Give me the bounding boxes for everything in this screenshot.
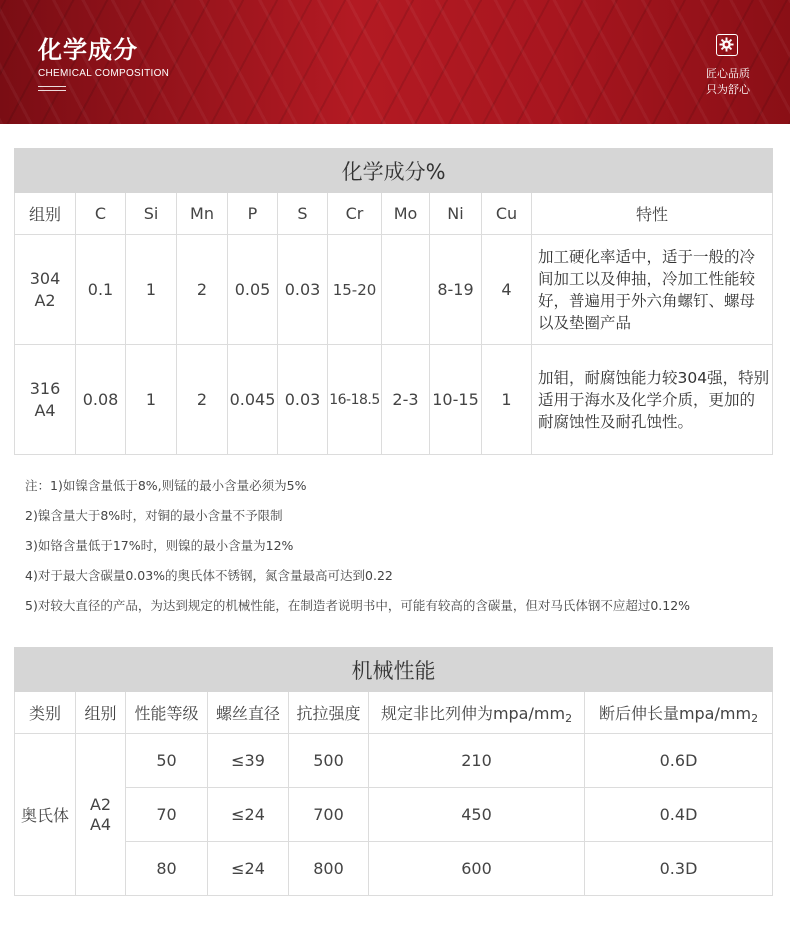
header-cell: 类别	[15, 692, 76, 734]
group-code: 316	[29, 378, 61, 398]
value-cell: 1	[126, 345, 177, 455]
grade-cell: 80	[126, 842, 208, 896]
header-cell: S	[278, 193, 328, 235]
group-cell	[15, 345, 76, 455]
value-cell: 16-18.5	[328, 345, 382, 455]
diameter-cell: ≤24	[208, 842, 289, 896]
header-cell	[369, 692, 585, 734]
diameter-cell: ≤24	[208, 788, 289, 842]
badge-line-1: 匠心品质	[706, 67, 750, 80]
header-cell: P	[228, 193, 278, 235]
tensile-cell: 700	[289, 788, 369, 842]
table-row	[15, 235, 773, 345]
badge-line-2: 只为舒心	[706, 83, 750, 96]
unit-subscript: 2	[565, 711, 573, 725]
value-cell: 0.05	[228, 235, 278, 345]
mechanical-table-caption: 机械性能	[15, 648, 773, 692]
value-cell: 0.1	[76, 235, 126, 345]
property-cell: 加工硬化率适中，适于一般的冷间加工以及伸抽，冷加工性能较好，普遍用于外六角螺钉、螺母以及垫圈产品	[532, 235, 773, 345]
elongation-cell: 0.6D	[585, 734, 773, 788]
value-cell: 0.08	[76, 345, 126, 455]
header-cell: 组别	[76, 692, 126, 734]
table-row	[15, 345, 773, 455]
table-row	[15, 734, 773, 788]
notes-list	[25, 477, 690, 627]
group-code: A4	[89, 814, 112, 834]
group-code: A4	[34, 400, 56, 420]
note-item: 2)镍含量大于8%时，对铜的最小含量不予限制	[25, 508, 283, 523]
header-cell: 特性	[532, 193, 773, 235]
value-cell: 0.03	[278, 345, 328, 455]
note-item: 注：1)如镍含量低于8%,则锰的最小含量必须为5%	[25, 478, 307, 493]
note-item: 3)如铬含量低于17%时，则镍的最小含量为12%	[25, 538, 294, 553]
header-cell: Cu	[482, 193, 532, 235]
value-cell: 8-19	[430, 235, 482, 345]
header-banner	[0, 0, 790, 124]
yield-cell: 450	[369, 788, 585, 842]
grade-cell: 70	[126, 788, 208, 842]
grade-cell: 50	[126, 734, 208, 788]
group-cell	[15, 235, 76, 345]
diameter-cell: ≤39	[208, 734, 289, 788]
table-row	[15, 788, 773, 842]
group-code: A2	[34, 290, 56, 310]
group-code: 304	[29, 268, 61, 288]
value-cell: 4	[482, 235, 532, 345]
yield-header-label: 规定非比列伸为mpa/mm	[380, 703, 566, 723]
value-cell: 0.03	[278, 235, 328, 345]
value-cell: 0.045	[228, 345, 278, 455]
header-cell	[585, 692, 773, 734]
mechanical-properties-table	[14, 647, 773, 896]
group-cell	[76, 734, 126, 896]
banner-decor-lines	[38, 86, 66, 94]
header-cell: Mo	[382, 193, 430, 235]
value-cell: 15-20	[328, 235, 382, 345]
note-item: 4)对于最大含碳量0.03%的奥氏体不锈钢，氮含量最高可达到0.22	[25, 568, 393, 583]
tensile-cell: 500	[289, 734, 369, 788]
mechanical-table-header-row	[15, 692, 773, 734]
yield-cell: 210	[369, 734, 585, 788]
elongation-cell: 0.3D	[585, 842, 773, 896]
elongation-cell: 0.4D	[585, 788, 773, 842]
header-cell: Mn	[177, 193, 228, 235]
header-cell: Ni	[430, 193, 482, 235]
header-cell: 抗拉强度	[289, 692, 369, 734]
property-cell: 加钼，耐腐蚀能力较304强，特别适用于海水及化学介质，更加的耐腐蚀性及耐孔蚀性。	[532, 345, 773, 455]
chemical-table-caption: 化学成分%	[15, 149, 773, 193]
header-cell: C	[76, 193, 126, 235]
value-cell: 1	[482, 345, 532, 455]
value-cell	[382, 235, 430, 345]
yield-cell: 600	[369, 842, 585, 896]
header-cell: Si	[126, 193, 177, 235]
header-cell: Cr	[328, 193, 382, 235]
value-cell: 2	[177, 345, 228, 455]
banner-subtitle: CHEMICAL COMPOSITION	[38, 68, 170, 79]
chemical-composition-table	[14, 148, 773, 455]
header-cell: 螺丝直径	[208, 692, 289, 734]
group-code: A2	[89, 794, 112, 814]
header-cell: 性能等级	[126, 692, 208, 734]
banner-title: 化学成分	[38, 36, 138, 64]
badge-text	[700, 66, 756, 98]
value-cell: 2-3	[382, 345, 430, 455]
value-cell: 2	[177, 235, 228, 345]
gear-icon	[716, 34, 738, 56]
category-cell: 奥氏体	[15, 734, 76, 896]
table-row	[15, 842, 773, 896]
elongation-header-label: 断后伸长量mpa/mm	[598, 703, 752, 723]
value-cell: 1	[126, 235, 177, 345]
value-cell: 10-15	[430, 345, 482, 455]
unit-subscript: 2	[751, 711, 759, 725]
note-item: 5)对较大直径的产品，为达到规定的机械性能，在制造者说明书中，可能有较高的含碳量，但对马氏体钢不应超过0.12%	[25, 598, 691, 613]
chemical-table-header-row	[15, 193, 773, 235]
header-cell: 组别	[15, 193, 76, 235]
tensile-cell: 800	[289, 842, 369, 896]
